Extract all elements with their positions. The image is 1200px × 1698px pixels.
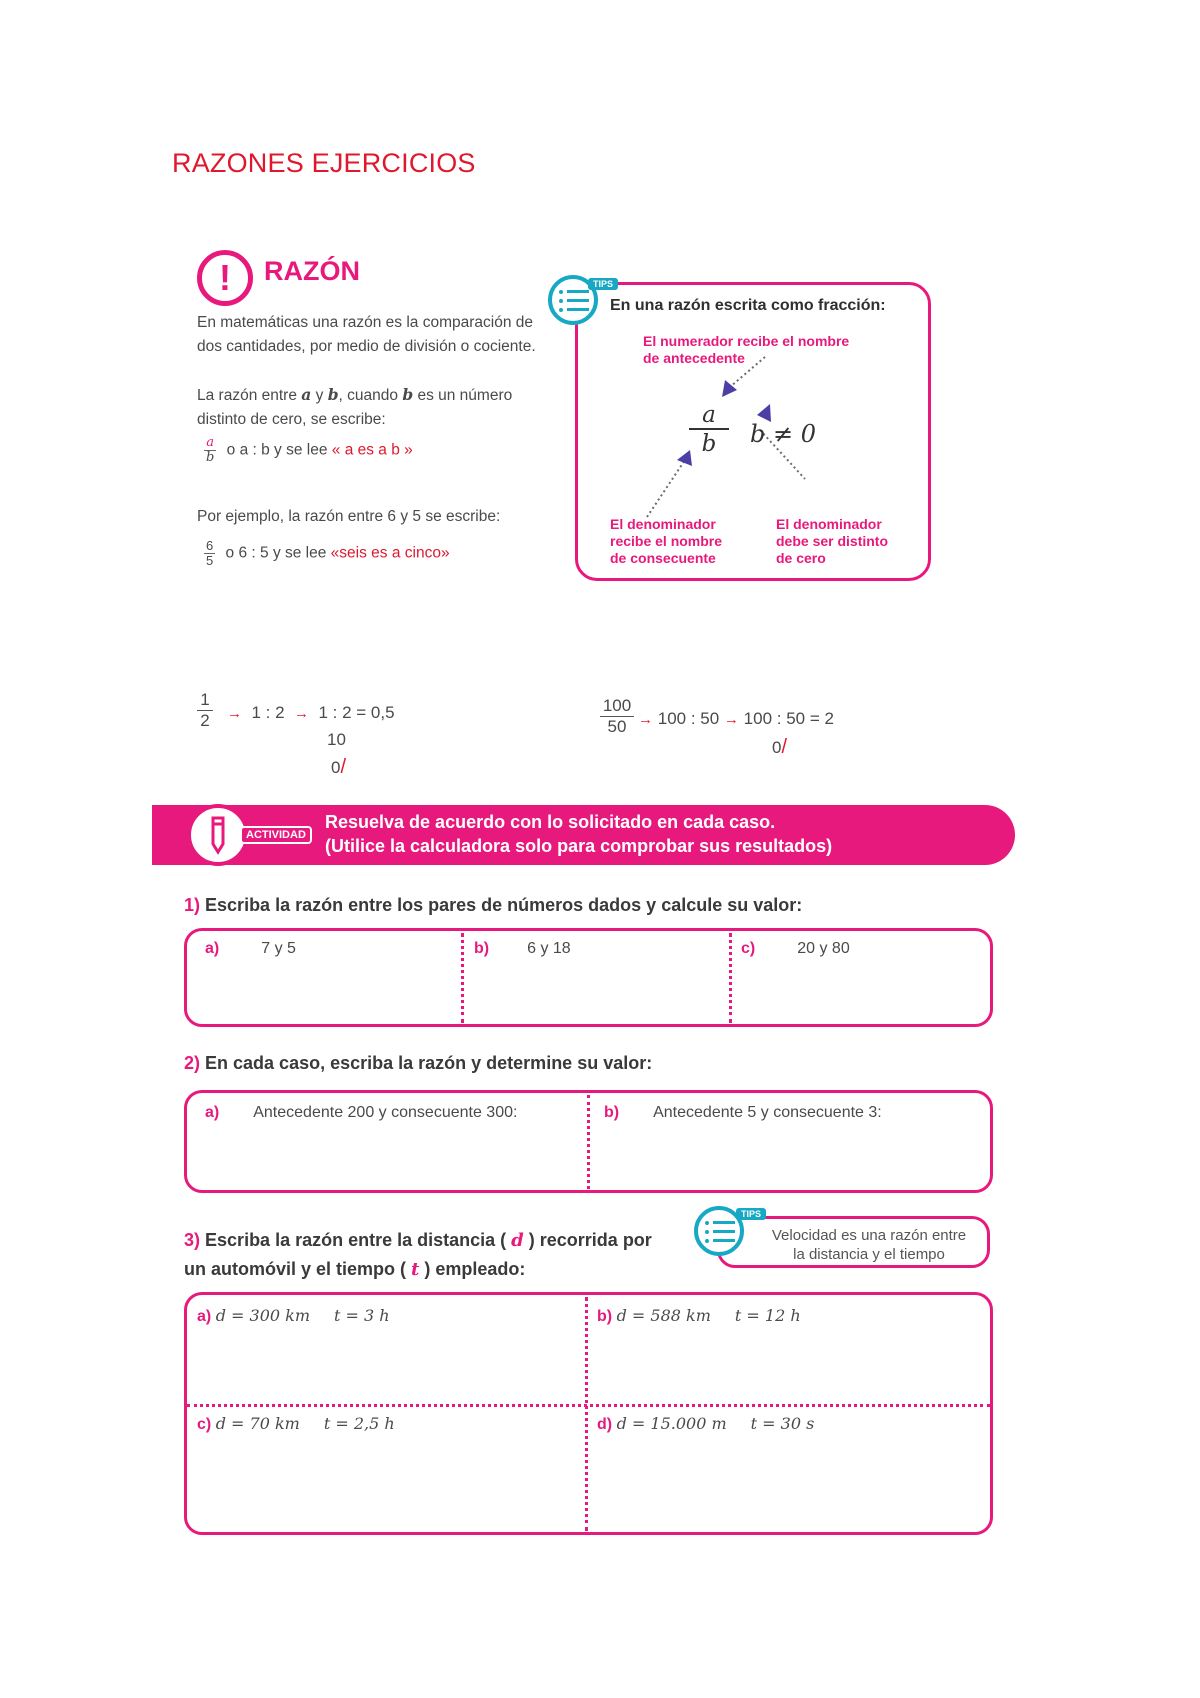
- remainder-digit: 0: [772, 738, 782, 757]
- item-label: c): [197, 1416, 212, 1433]
- activity-instructions: [325, 810, 832, 858]
- denominator-note-line-1: El denominador: [610, 516, 716, 532]
- arrow-icon: →: [638, 711, 653, 728]
- rule-line-2: distinto de cero, se escribe:: [197, 411, 386, 428]
- rule-var-b: b: [327, 385, 339, 404]
- item-label: a): [205, 1104, 220, 1121]
- example-reading: «seis es a cinco»: [330, 544, 450, 562]
- question-1-number: 1): [184, 895, 201, 915]
- var-t: t: [411, 1259, 420, 1280]
- item-distance: d = 588 km: [616, 1306, 711, 1325]
- item-time: t = 2,5 h: [323, 1414, 395, 1433]
- item-value: 7 y 5: [261, 940, 296, 957]
- item-label: b): [597, 1308, 613, 1325]
- rule-y: y: [311, 387, 328, 404]
- denominator-note-line-3: de consecuente: [610, 550, 716, 566]
- razon-notation: [204, 436, 564, 465]
- razon-rule: [197, 383, 557, 432]
- slash-mark-icon: /: [781, 736, 788, 758]
- activity-label: ACTIVIDAD: [240, 826, 312, 844]
- tips-heading: En una razón escrita como fracción:: [610, 297, 886, 314]
- item-value: 20 y 80: [797, 940, 850, 957]
- fraction-denominator: b: [206, 450, 215, 465]
- activity-line-2: (Utilice la calculadora solo para comprobar sus resultados): [325, 836, 833, 856]
- item-label: a): [205, 940, 220, 957]
- example-left-numerator: 1: [197, 690, 213, 711]
- q3-text-part: ) empleado:: [424, 1259, 526, 1279]
- definition-line-1: En matemáticas una razón es la comparación de: [197, 314, 534, 331]
- tips-fraction-denominator: b: [701, 431, 717, 457]
- question-2-number: 2): [184, 1053, 201, 1073]
- tips-tag: TIPS: [588, 278, 618, 290]
- question-2: [184, 1053, 652, 1074]
- slash-mark-icon: /: [340, 756, 347, 778]
- rule-var-a: a: [301, 385, 312, 404]
- question-3: [184, 1226, 652, 1284]
- q1-item-b: [474, 940, 571, 958]
- example-right-step-2: 100 : 50 = 2: [743, 709, 834, 728]
- q3-item-d: [597, 1414, 814, 1434]
- item-time: t = 30 s: [750, 1414, 815, 1433]
- razon-definition: [197, 311, 557, 359]
- item-time: t = 3 h: [334, 1306, 390, 1325]
- rule-text-b: , cuando: [338, 387, 403, 404]
- numerator-note-line-1: El numerador recibe el nombre: [643, 333, 850, 349]
- example-left-remainder-2: [331, 756, 346, 779]
- example-right-fraction: [600, 696, 634, 737]
- definition-line-2: dos cantidades, por medio de división o cociente.: [197, 338, 536, 355]
- q3-text-part: un automóvil y el tiempo (: [184, 1259, 407, 1279]
- nonzero-note: [776, 516, 926, 567]
- example-left-remainder-1: 10: [327, 730, 346, 749]
- q3-tip-text: [752, 1226, 986, 1264]
- example-fraction: [204, 539, 215, 568]
- tips-fraction: [689, 402, 729, 458]
- q1-item-a: [205, 940, 296, 958]
- example-right-denominator: 50: [607, 717, 627, 736]
- rule-var-b-2: b: [402, 385, 414, 404]
- item-label: b): [604, 1104, 620, 1121]
- q3-tip-line-2: la distancia y el tiempo: [793, 1246, 945, 1263]
- example-left-fraction: [197, 690, 213, 731]
- remainder-digit: 0: [331, 758, 341, 777]
- document-title: RAZONES EJERCICIOS: [172, 148, 476, 178]
- example-notation: [204, 539, 564, 568]
- question-3-line-2: [184, 1255, 652, 1284]
- notation-text: o a : b y se lee: [226, 441, 328, 459]
- item-value: 6 y 18: [527, 940, 571, 957]
- denominator-note-line-2: recibe el nombre: [610, 533, 723, 549]
- nonzero-note-line-1: El denominador: [776, 516, 882, 532]
- example-sentence: Por ejemplo, la razón entre 6 y 5 se escribe:: [197, 508, 501, 525]
- question-1-answer-box[interactable]: [184, 928, 993, 1027]
- q3-text-part: Escriba la razón entre la distancia (: [205, 1230, 507, 1250]
- example-right-numerator: 100: [600, 696, 634, 717]
- section-title-razon: RAZÓN: [264, 256, 360, 286]
- q3-tip-line-1: Velocidad es una razón entre: [771, 1227, 967, 1244]
- example-left-steps: [227, 703, 395, 723]
- tips-tag: TIPS: [736, 1208, 766, 1220]
- tips-condition: b ≠ 0: [750, 420, 816, 448]
- example-right-remainder: [772, 736, 787, 759]
- tips-fraction-numerator: a: [689, 402, 729, 430]
- exclamation-icon: !: [197, 250, 253, 306]
- question-3-line-1: [184, 1226, 652, 1255]
- denominator-note: [610, 516, 760, 567]
- question-3-number: 3): [184, 1230, 201, 1250]
- item-distance: d = 70 km: [215, 1414, 300, 1433]
- arrow-icon: →: [227, 705, 242, 722]
- q3-text-part: ) recorrida por: [528, 1230, 652, 1250]
- example-right-steps: [638, 709, 834, 729]
- example-fraction-numerator: 6: [206, 538, 214, 553]
- divider: [585, 1297, 588, 1531]
- rule-text-a: La razón entre: [197, 387, 302, 404]
- notation-reading: « a es a b »: [331, 441, 413, 459]
- nonzero-note-line-2: debe ser distinto: [776, 533, 889, 549]
- q2-item-b: [604, 1104, 882, 1122]
- item-value: Antecedente 200 y consecuente 300:: [253, 1104, 518, 1121]
- example-fraction-denominator: 5: [206, 553, 214, 568]
- divider: [187, 1404, 990, 1407]
- q3-item-a: [197, 1306, 390, 1326]
- item-label: c): [741, 940, 756, 957]
- example-left-step-1: 1 : 2: [251, 703, 285, 722]
- example-notation-text: o 6 : 5 y se lee: [225, 544, 327, 562]
- question-1: [184, 895, 802, 916]
- fraction-numerator: a: [204, 436, 216, 451]
- question-2-text: En cada caso, escriba la razón y determine su valor:: [205, 1053, 653, 1073]
- q3-item-c: [197, 1414, 395, 1434]
- activity-line-1: Resuelva de acuerdo con lo solicitado en cada caso.: [325, 812, 776, 832]
- item-label: b): [474, 940, 490, 957]
- item-label: d): [597, 1416, 613, 1433]
- var-d: d: [511, 1230, 524, 1251]
- arrow-icon: →: [723, 711, 739, 728]
- item-distance: d = 15.000 m: [616, 1414, 727, 1433]
- q2-item-a: [205, 1104, 517, 1122]
- rule-line-1: [197, 383, 557, 408]
- arrow-icon: →: [294, 705, 309, 722]
- item-value: Antecedente 5 y consecuente 3:: [653, 1104, 882, 1121]
- example-left-denominator: 2: [200, 711, 210, 730]
- nonzero-note-line-3: de cero: [776, 550, 826, 566]
- item-label: a): [197, 1308, 212, 1325]
- item-distance: d = 300 km: [215, 1306, 310, 1325]
- item-time: t = 12 h: [734, 1306, 801, 1325]
- question-1-text: Escriba la razón entre los pares de números dados y calcule su valor:: [205, 895, 803, 915]
- fraction-a-b: [204, 436, 216, 465]
- rule-text-c: es un número: [413, 387, 513, 404]
- example-right-step-1: 100 : 50: [657, 709, 720, 728]
- example-left-step-2: 1 : 2 = 0,5: [318, 703, 395, 722]
- q1-item-c: [741, 940, 850, 958]
- divider: [461, 933, 464, 1023]
- divider: [729, 933, 732, 1023]
- divider: [587, 1095, 590, 1189]
- q3-item-b: [597, 1306, 801, 1326]
- numerator-note-line-2: de antecedente: [643, 350, 745, 366]
